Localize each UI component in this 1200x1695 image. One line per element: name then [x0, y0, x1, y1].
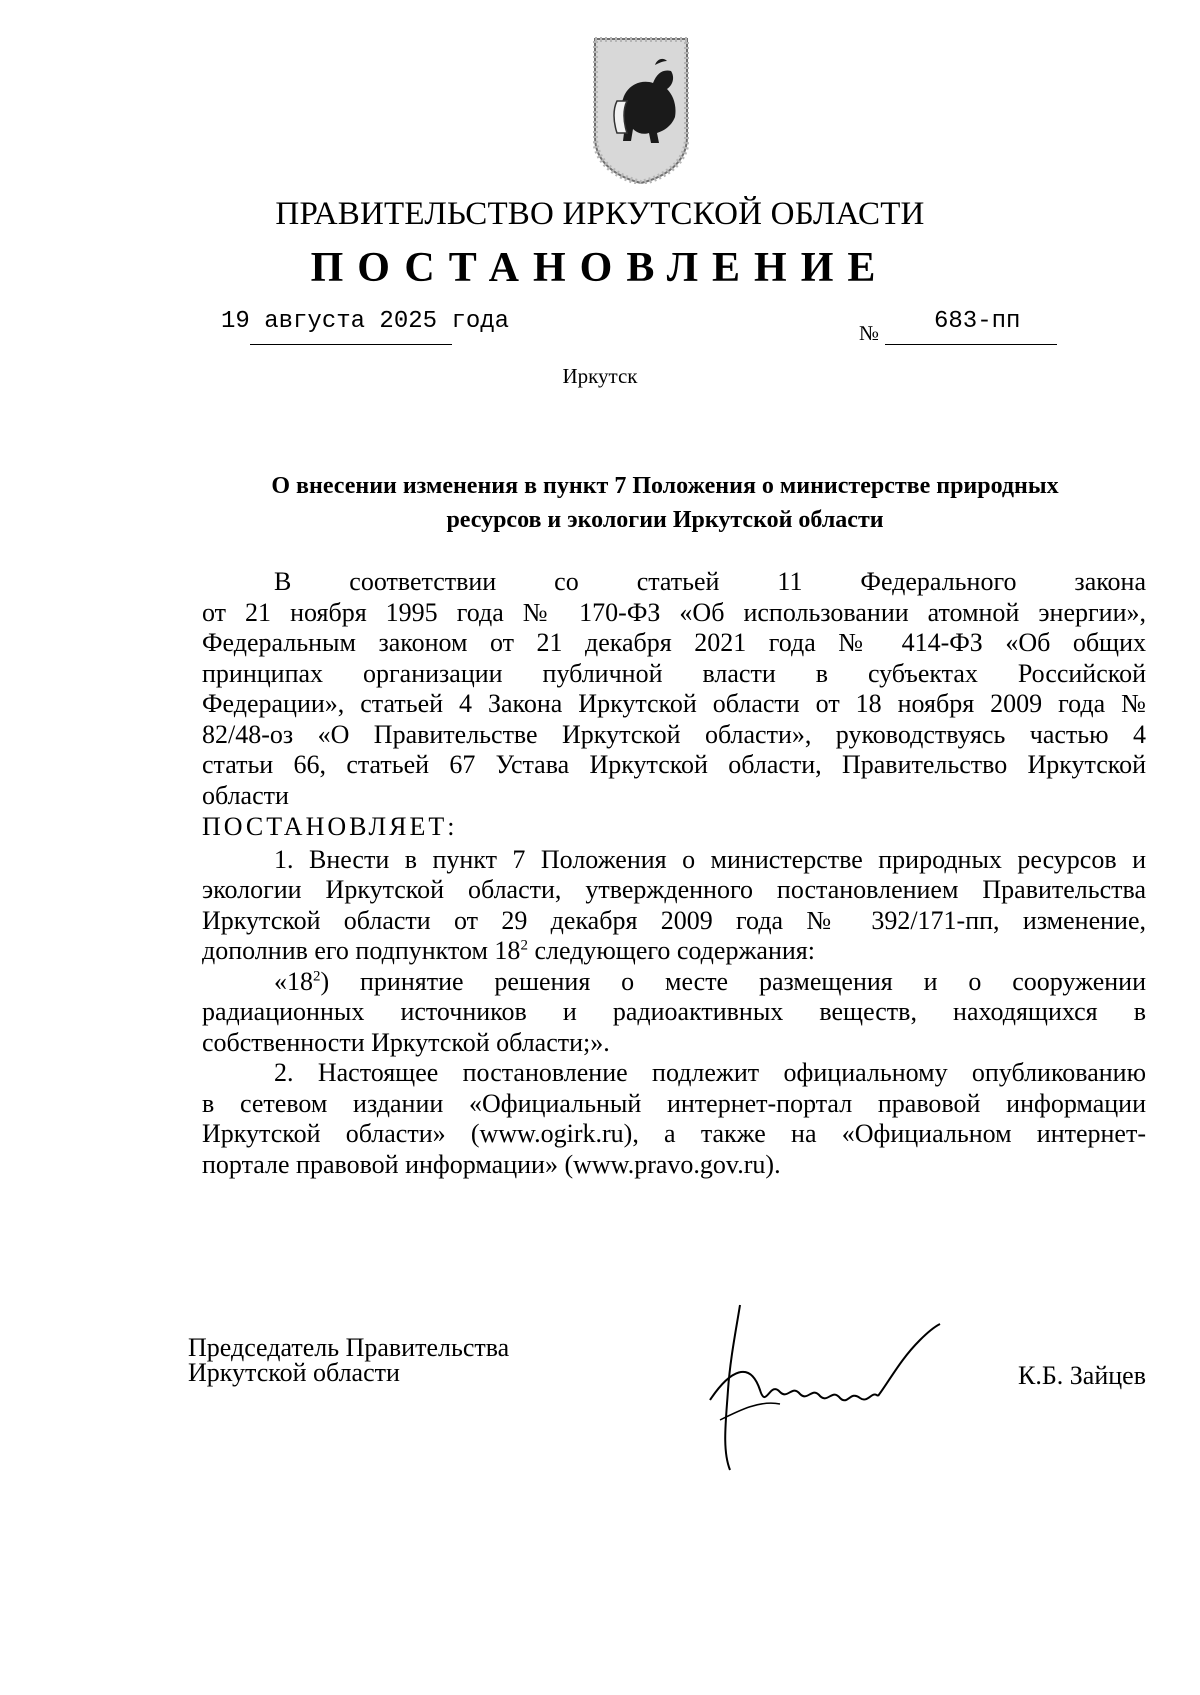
- superscript: 2: [313, 967, 321, 984]
- item-1-text: следующего содержания:: [527, 936, 815, 965]
- preamble-line: 82/48-оз «О Правительстве Иркутской области», руководствуясь частью 4: [202, 719, 1146, 749]
- signatory-name: К.Б. Зайцев: [1018, 1361, 1146, 1390]
- government-name: ПРАВИТЕЛЬСТВО ИРКУТСКОЙ ОБЛАСТИ: [275, 196, 925, 232]
- date-underline: [250, 344, 452, 345]
- title-line-1: О внесении изменения в пункт 7 Положения о министерстве природных: [271, 473, 1059, 499]
- handwritten-signature: [700, 1300, 960, 1475]
- position-line-1: Председатель Правительства: [188, 1333, 510, 1362]
- quote-line: [202, 967, 1146, 998]
- preamble-line: области: [202, 780, 289, 810]
- number-sign: №: [859, 321, 880, 345]
- position-line-2: Иркутской области: [188, 1358, 400, 1387]
- quote-line: радиационных источников и радиоактивных веществ, находящихся в: [202, 997, 1146, 1026]
- preamble-line: В соответствии со статьей 11 Федерального закона: [274, 567, 1146, 596]
- item-2-line: в сетевом издании «Официальный интернет-портал правовой информации: [202, 1088, 1146, 1118]
- item-1-line: Иркутской области от 29 декабря 2009 года № 392/171-пп, изменение,: [202, 905, 1146, 935]
- item-1-line: 1. Внести в пункт 7 Положения о министерстве природных ресурсов и: [274, 844, 1146, 874]
- preamble-line: Федерации», статьей 4 Закона Иркутской области от 18 ноября 2009 года №: [202, 689, 1146, 718]
- item-2-line: 2. Настоящее постановление подлежит официальному опубликованию: [274, 1058, 1146, 1087]
- document-body: [202, 567, 1146, 1180]
- quote-text: ) принятие решения о месте размещения и о сооружении: [320, 966, 1146, 996]
- coat-of-arms-emblem: [593, 37, 689, 184]
- signatory-position: [188, 1335, 509, 1385]
- superscript: 2: [520, 937, 528, 954]
- item-1-line: [202, 936, 1146, 967]
- item-1-line: экологии Иркутской области, утвержденного постановлением Правительства: [202, 875, 1146, 904]
- resolves-heading: ПОСТАНОВЛЯЕТ:: [202, 812, 458, 841]
- document-title: [170, 469, 1160, 537]
- city-name: Иркутск: [562, 364, 638, 388]
- preamble-line: статьи 66, статьей 67 Устава Иркутской области, Правительство Иркутской: [202, 750, 1146, 779]
- item-2-line: Иркутской области» (www.ogirk.ru), а также на «Официальном интернет-: [202, 1119, 1146, 1148]
- preamble-line: принципах организации публичной власти в субъектах Российской: [202, 658, 1146, 688]
- item-2-line: портале правовой информации» (www.pravo.gov.ru).: [202, 1149, 781, 1179]
- number-underline: [885, 344, 1057, 345]
- document-number: 683-пп: [934, 308, 1021, 335]
- quote-text: «18: [274, 966, 313, 996]
- item-1-text: дополнив его подпунктом 18: [202, 936, 521, 965]
- quote-line: собственности Иркутской области;».: [202, 1027, 610, 1057]
- title-line-2: ресурсов и экологии Иркутской области: [446, 507, 884, 533]
- document-type: ПОСТАНОВЛЕНИЕ: [310, 245, 890, 291]
- preamble-line: Федеральным законом от 21 декабря 2021 года № 414-ФЗ «Об общих: [202, 628, 1146, 657]
- preamble-line: от 21 ноября 1995 года № 170-ФЗ «Об использовании атомной энергии»,: [202, 597, 1146, 627]
- document-date: 19 августа 2025 года: [221, 308, 510, 335]
